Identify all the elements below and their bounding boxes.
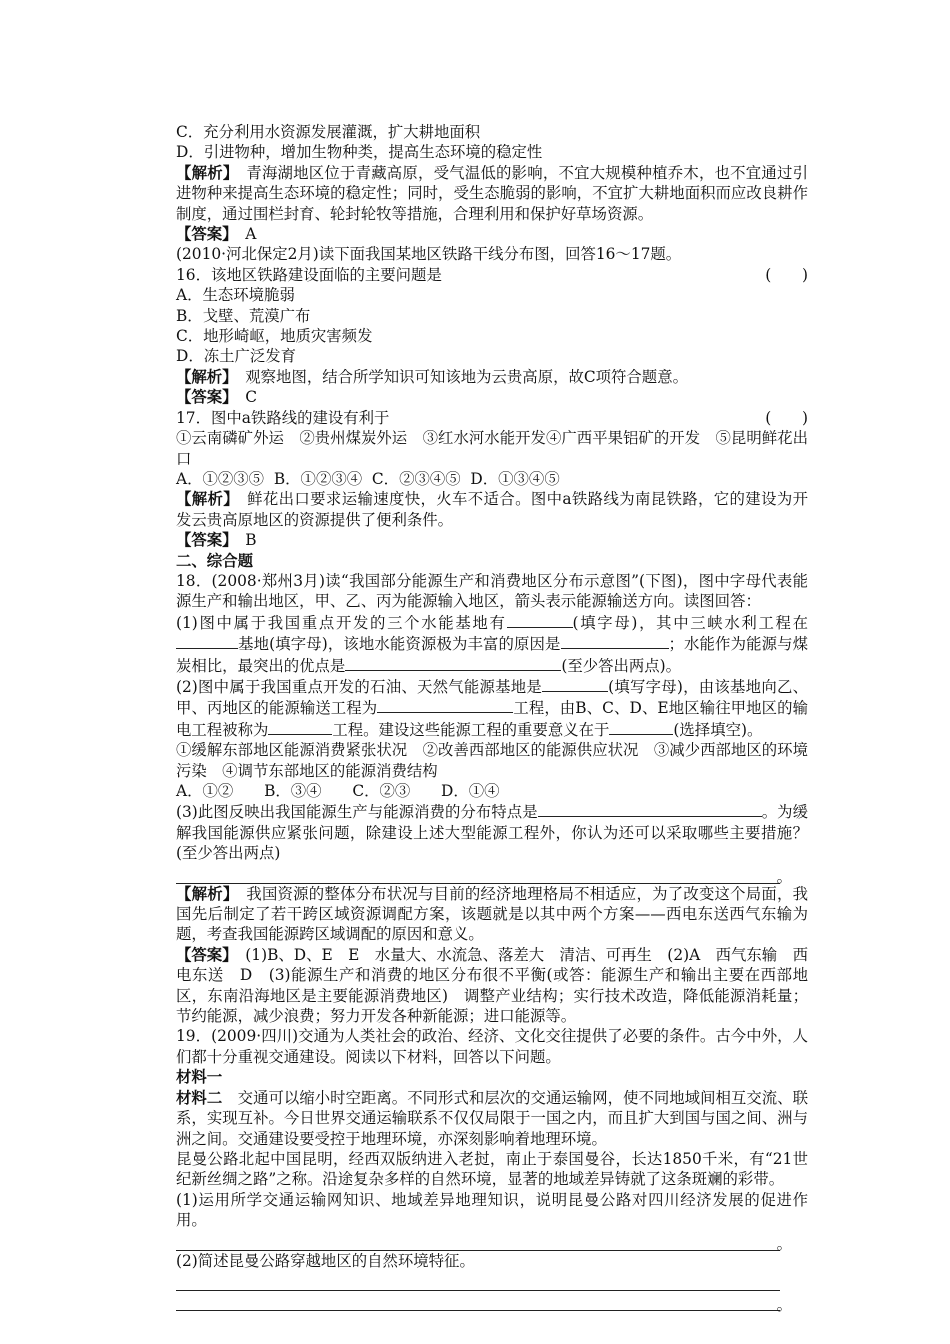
answer-17: 【答案】 B [176,531,257,550]
option-c: C．充分利用水资源发展灌溉，扩大耕地面积 [176,123,481,141]
answer-15: 【答案】 A [176,225,257,244]
q18-options: A．①② B．③④ C．②③ D．①④ [176,782,500,800]
question-18-intro: 18．(2008·郑州3月)读“我国部分能源生产和消费地区分布示意图”(下图)，图中字母代表能源生产和输出地区，甲、乙、丙为能源输入地区，箭头表示能源输送方向。读图回答： [176,571,808,611]
q16-option-b: B．戈壁、荒漠广布 [176,306,311,325]
answer-16: 【答案】 C [176,388,258,407]
section-heading: 二、综合题 [176,551,253,570]
q16-option-a: A．生态环境脆弱 [176,286,295,305]
analysis-15: 【解析】 青海湖地区位于青藏高原，受气温低的影响，不宜大规模种植乔木，也不宜通过引进物种来提高生态环境的稳定性；同时，受生态脆弱的影响，不宜扩大耕地面积而应改良耕作制度，通过围栏封育、轮封轮牧等措施，合理利用和保护好草场资源。 [176,163,808,223]
q17-options: A．①②③⑤ B．①②③④ C．②③④⑤ D．①③④⑤ [176,469,560,488]
analysis-18: 【解析】 我国资源的整体分布状况与目前的经济地理格局不相适应，为了改变这个局面，我国先后制定了若干跨区域资源调配方案，该题就是以其中两个方案——西电东送西气东输为题，考查我国能源跨区域调配的原因和意义。 [176,884,808,944]
blank[interactable] [377,697,513,713]
question-18-part-1: (1)图中属于我国重点开发的三个水能基地有 (填字母)，其中三峡水利工程在基地(填字母)，该地水能资源极为丰富的原因是 ；水能作为能源与煤炭相比，最突出的优点是 (至少答出两点)。 [176,613,808,675]
blank[interactable] [176,633,238,649]
question-19-part-1: (1)运用所学交通运输网知识、地域差异地理知识，说明昆曼公路对四川经济发展的促进作用。 [176,1190,808,1230]
blank[interactable] [609,719,673,735]
analysis-17: 【解析】 鲜花出口要求运输速度快，火车不适合。图中a铁路线为南昆铁路，它的建设为开发云贵高原地区的资源提供了便利条件。 [176,490,808,529]
material-1-label: 材料一 [176,1068,223,1087]
answer-line[interactable]: 。 [176,864,780,884]
question-18-part-2: (2)图中属于我国重点开发的石油、天然气能源基地是 (填写字母)，由该基地向乙、甲、丙地区的能源输送工程为 工程，由B、C、D、E地区输往甲地区的输电工程被称为 工程。建设这些能源工程的重要意义在于 (选择填空)。 [176,677,808,739]
answer-line[interactable]: 。 [176,1231,780,1251]
question-16: 16．该地区铁路建设面临的主要问题是 ( ) [176,265,808,284]
question-18-part-3: (3)此图反映出我国能源生产与能源消费的分布特点是 。为缓解我国能源供应紧张问题，除建设上述大型能源工程外，你认为还可以采取哪些主要措施？(至少答出两点) [176,803,808,863]
q16-option-d: D．冻土广泛发育 [176,347,297,366]
blank[interactable] [538,801,762,817]
document-page [176,122,808,1314]
question-intro-16-17: (2010·河北保定2月)读下面我国某地区铁路干线分布图，回答16～17题。 [176,245,682,264]
material-paragraph: 昆曼公路北起中国昆明，经西双版纳进入老挝，南止于泰国曼谷，长达1850千米，有“21世纪新丝绸之路”之称。沿途复杂多样的自然环境，显著的地域差异铸就了这条斑斓的彩带。 [176,1149,808,1189]
blank[interactable] [507,612,573,628]
q18-items: ①缓解东部地区能源消费紧张状况 ②改善西部地区的能源供应状况 ③减少西部地区的环境污染 ④调节东部地区的能源消费结构 [176,741,808,780]
answer-label: 【答案】 [176,225,230,244]
question-19-intro: 19．(2009·四川)交通为人类社会的政治、经济、文化交往提供了必要的条件。古今中外，人们都十分重视交通建设。阅读以下材料，回答以下问题。 [176,1027,808,1066]
material-2: 材料二 交通可以缩小时空距离。不同形式和层次的交通运输网，使不同地域间相互交流、联系，实现互补。今日世界交通运输联系不仅仅局限于一国之内，而且扩大到国与国之间、洲与洲之间。交通建设要受控于地理环境，亦深刻影响着地理环境。 [176,1088,808,1148]
answer-18: 【答案】 (1)B、D、E E 水量大、水流急、落差大 清洁、可再生 (2)A 西气东输 西电东送 D (3)能源生产和消费的地区分布很不平衡(或答：能源生产和输出主要在西部地区，东南沿海地区是主要能源消费地区) 调整产业结构；实行技术改造，降低能源消耗量；节约能源，减少浪费；努力开发各种新能源；进口能源等。 [176,945,808,1026]
blank[interactable] [542,676,608,692]
blank[interactable] [268,719,332,735]
answer-line[interactable]: 。 [176,1291,780,1311]
question-19-part-2: (2)简述昆曼公路穿越地区的自然环境特征。 [176,1251,475,1270]
answer-line[interactable] [176,1271,780,1291]
q16-option-c: C．地形崎岖，地质灾害频发 [176,327,373,346]
answer-paren: ( ) [765,265,808,284]
question-17: 17．图中a铁路线的建设有利于 ( ) [176,408,808,427]
option-d: D．引进物种，增加生物种类，提高生态环境的稳定性 [176,143,543,162]
blank[interactable] [345,655,561,671]
analysis-16: 【解析】 观察地图，结合所学知识可知该地为云贵高原，故C项符合题意。 [176,367,688,386]
q17-items: ①云南磷矿外运 ②贵州煤炭外运 ③红水河水能开发④广西平果铝矿的开发 ⑤昆明鲜花出口 [176,429,808,468]
analysis-label: 【解析】 [176,163,231,182]
answer-paren: ( ) [765,408,808,427]
blank[interactable] [561,633,669,649]
